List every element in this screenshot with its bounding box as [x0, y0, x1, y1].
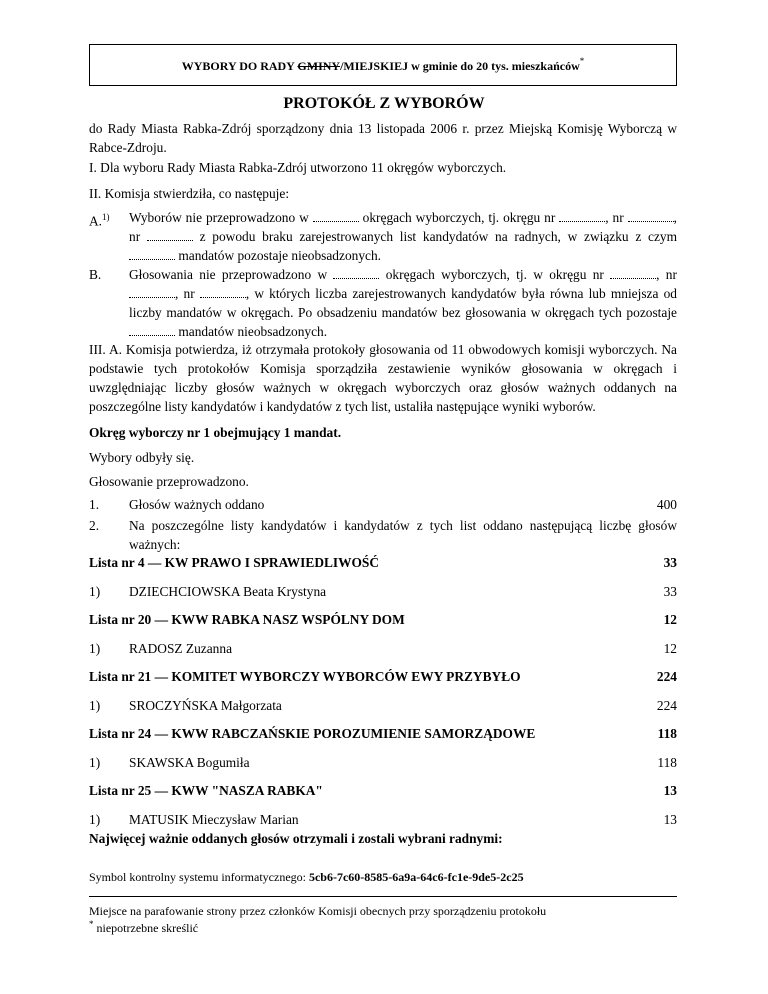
blank-field	[147, 230, 193, 241]
list-title: Lista nr 21 — KOMITET WYBORCZY WYBORCÓW EWY PRZYBYŁO	[89, 669, 521, 684]
point-a-label: A.	[89, 213, 103, 229]
point-a-text-4: , nr	[129, 210, 678, 244]
list-title: Lista nr 25 — KWW "NASZA RABKA"	[89, 783, 323, 798]
candidate-name: MATUSIK Mieczysław Marian	[129, 812, 299, 827]
section-2: II. Komisja stwierdziła, co następuje:	[89, 186, 290, 201]
control-symbol-label: Symbol kontrolny systemu informatycznego:	[89, 870, 309, 884]
list-total: 118	[657, 726, 677, 741]
candidate-row	[89, 755, 677, 775]
elected-heading: Najwięcej ważnie oddanych głosów otrzymali i zostali wybrani radnymi:	[89, 831, 503, 846]
point-a-text-5: z powodu braku zarejestrowanych list kandydatów na radnych, w związku z czym	[199, 229, 677, 244]
list-header	[89, 555, 677, 571]
list-title: Lista nr 24 — KWW RABCZAŃSKIE POROZUMIENIE SAMORZĄDOWE	[89, 726, 536, 741]
point-a	[89, 208, 677, 268]
candidate-row	[89, 641, 677, 661]
candidate-name: SROCZYŃSKA Małgorzata	[129, 698, 282, 713]
intro-paragraph: do Rady Miasta Rabka-Zdrój sporządzony dnia 13 listopada 2006 r. przez Miejską Komisję Wyborczą w Rabce-Zdroju.	[89, 121, 677, 155]
blank-field	[559, 211, 605, 222]
point-b-text-3: , nr	[656, 267, 677, 282]
list-title: Lista nr 4 — KW PRAWO I SPRAWIEDLIWOŚĆ	[89, 555, 380, 570]
candidate-number: 1)	[89, 755, 101, 770]
votes-distribution-item	[89, 516, 677, 556]
candidate-votes: 12	[663, 641, 677, 656]
page-title: PROTOKÓŁ Z WYBORÓW	[283, 95, 485, 112]
control-symbol-value: 5cb6-7c60-8585-6a9a-64c6-fc1e-9de5-2c25	[308, 870, 524, 884]
valid-votes-row	[89, 497, 677, 517]
candidate-name: RADOSZ Zuzanna	[129, 641, 233, 656]
district-heading: Okręg wyborczy nr 1 obejmujący 1 mandat.	[89, 425, 342, 440]
valid-votes-value: 400	[656, 497, 677, 512]
candidate-name: SKAWSKA Bogumiła	[129, 755, 250, 770]
blank-field	[333, 268, 379, 279]
header-text-part1: WYBORY DO RADY	[181, 59, 298, 73]
point-a-footnote: 1)	[102, 212, 110, 222]
list-total: 12	[663, 612, 677, 627]
blank-field	[129, 325, 175, 336]
footnote-asterisk: *	[89, 919, 94, 929]
point-a-text-1: Wyborów nie przeprowadzono w	[129, 210, 309, 225]
point-b-text-1: Głosowania nie przeprowadzono w	[129, 267, 328, 282]
candidate-votes: 33	[663, 584, 677, 599]
item-number: 2.	[89, 518, 100, 533]
elections-held: Wybory odbyły się.	[89, 450, 195, 465]
list-total: 33	[663, 555, 677, 570]
list-total: 224	[656, 669, 677, 684]
point-a-text-6: mandatów pozostaje nieobsadzonych.	[178, 248, 382, 263]
blank-field	[200, 287, 246, 298]
footer-footnote	[89, 919, 198, 936]
candidate-number: 1)	[89, 641, 101, 656]
list-total: 13	[663, 783, 677, 798]
point-b-text-5: , w których liczba zarejestrowanych kandydatów była równa lub mniejsza od liczby mandatów w okręgach. Po obsadzeniu mandatów bez głosowania w okręgach tych pozostaje	[129, 286, 677, 320]
item-number: 1.	[89, 497, 100, 512]
point-b-text-6: mandatów nieobsadzonych.	[178, 324, 328, 339]
candidate-name: DZIECHCIOWSKA Beata Krystyna	[129, 584, 327, 599]
blank-field	[129, 249, 175, 260]
blank-field	[129, 287, 175, 298]
blank-field	[628, 211, 674, 222]
header-text-part2: /MIEJSKIEJ w gminie do 20 tys. mieszkańców	[340, 59, 580, 73]
list-header	[89, 612, 677, 628]
candidate-number: 1)	[89, 698, 101, 713]
candidate-row	[89, 698, 677, 718]
blank-field	[610, 268, 656, 279]
point-b-text-4: , nr	[175, 286, 195, 301]
list-header	[89, 783, 677, 799]
candidate-number: 1)	[89, 584, 101, 599]
point-b	[89, 265, 677, 345]
election-header-box	[89, 44, 677, 86]
candidate-number: 1)	[89, 812, 101, 827]
footnote-text: niepotrzebne skreślić	[93, 921, 199, 935]
candidate-votes: 13	[663, 812, 677, 827]
list-header	[89, 669, 677, 685]
list-header	[89, 726, 677, 742]
section-3: III. A. Komisja potwierdza, iż otrzymała protokoły głosowania od 11 obwodowych komisji wyborczych. Na podstawie tych protokołów Komisja sporządziła zestawienie wyników głosowania w okręgach i uwzględniając liczby głosów ważnych w okręgach wyborczych oraz głosów ważnych oddanych na poszczególne listy kandydatów i kandydatów z tych list, ustaliła następujące wyniki wyborów.	[89, 342, 677, 414]
point-b-text-2: okręgach wyborczych, tj. w okręgu nr	[385, 267, 604, 282]
header-struck-word: GMINY	[297, 59, 341, 73]
candidate-votes: 118	[657, 755, 677, 770]
header-asterisk: *	[579, 56, 585, 66]
control-symbol	[89, 870, 524, 885]
blank-field	[313, 211, 359, 222]
point-a-text-2: okręgach wyborczych, tj. okręgu nr	[362, 210, 556, 225]
list-title: Lista nr 20 — KWW RABKA NASZ WSPÓLNY DOM	[89, 612, 405, 627]
valid-votes-label: Głosów ważnych oddano	[129, 497, 265, 512]
candidate-row	[89, 584, 677, 604]
voting-conducted: Głosowanie przeprowadzono.	[89, 474, 249, 489]
point-b-label: B.	[89, 267, 102, 282]
footer-initials-note: Miejsce na parafowanie strony przez członków Komisji obecnych przy sporządzeniu protokołu	[89, 904, 547, 918]
footer-divider	[89, 896, 677, 897]
candidate-votes: 224	[656, 698, 677, 713]
votes-distribution-text: Na poszczególne listy kandydatów i kandydatów z tych list oddano następującą liczbę głosów ważnych:	[129, 518, 677, 552]
point-a-text-3: , nr	[605, 210, 624, 225]
section-1: I. Dla wyboru Rady Miasta Rabka-Zdrój utworzono 11 okręgów wyborczych.	[89, 160, 507, 175]
